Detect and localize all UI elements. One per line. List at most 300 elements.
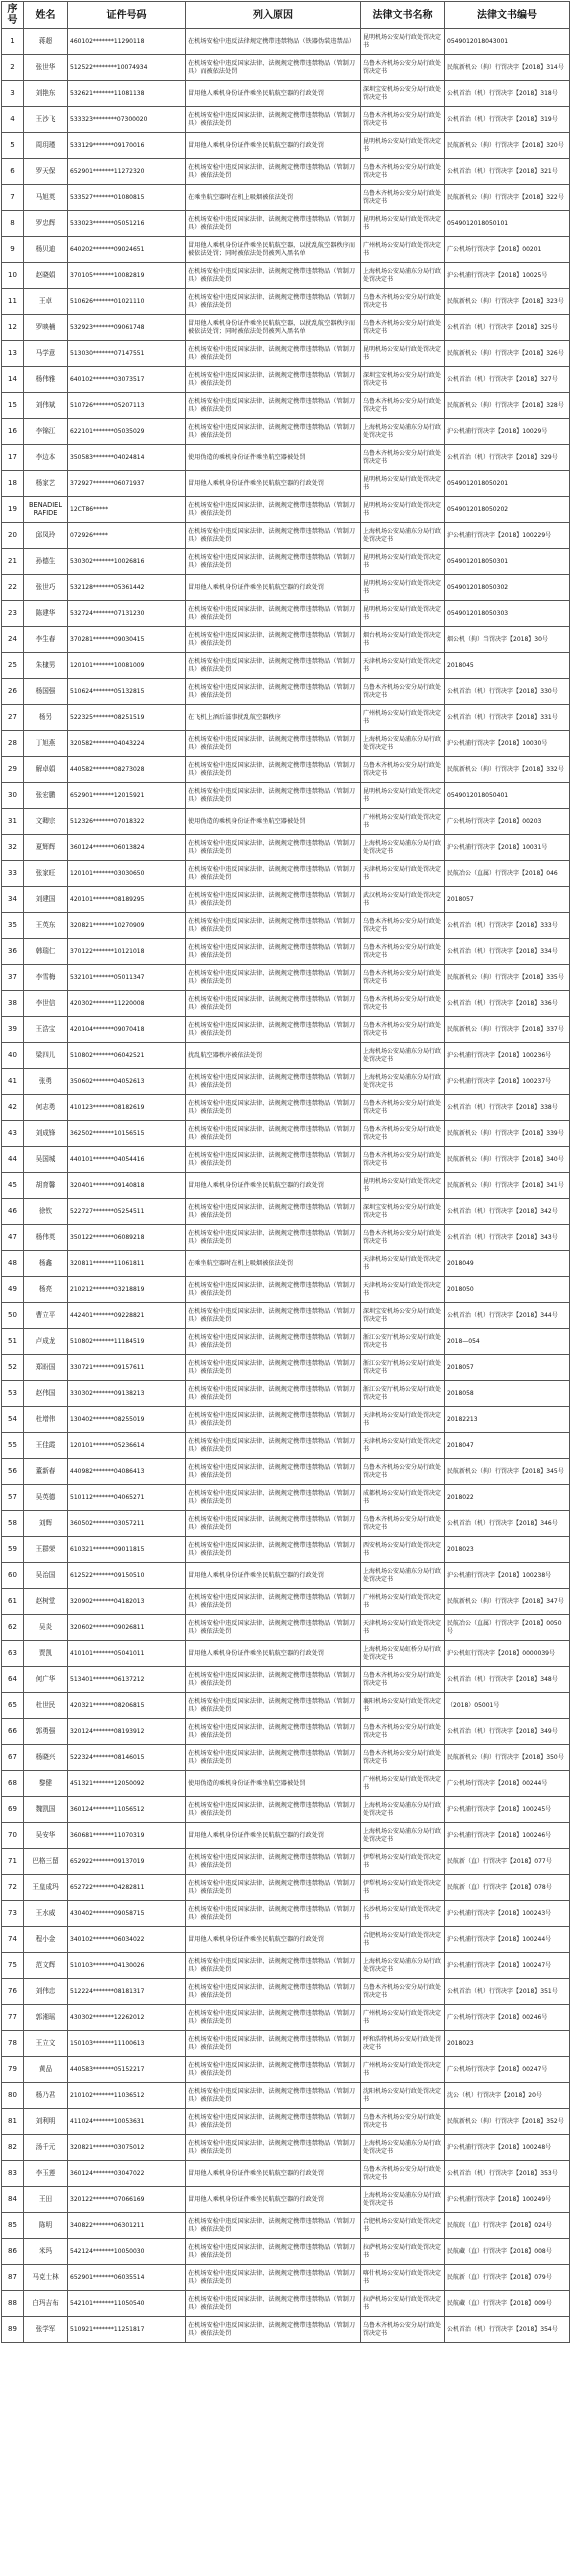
- cell-seq: 54: [2, 1407, 24, 1433]
- cell-document-name: 上海机场公安局浦东分局行政处罚决定书: [361, 419, 445, 445]
- table-row: [2, 1303, 570, 1329]
- cell-reason: 在机场安检中违反国家法律、法规规定携带违禁物品（管制刀具）被依法处罚: [186, 1199, 361, 1225]
- cell-id-number: 120101*******10081009: [68, 653, 186, 679]
- cell-document-number: 2018058: [445, 1381, 570, 1407]
- cell-document-name: 乌鲁木齐机场公安分局行政处罚决定书: [361, 1121, 445, 1147]
- cell-reason: 在机场安检中违反国家法律、法规规定携带违禁物品（管制刀具）被依法处罚: [186, 913, 361, 939]
- cell-document-name: 昆明机场公安局行政处罚决定书: [361, 497, 445, 523]
- cell-name: 刘伟忠: [24, 1979, 68, 2005]
- cell-id-number: 320122*******07066169: [68, 2187, 186, 2213]
- table-row: [2, 1511, 570, 1537]
- cell-id-number: 460102*******11290118: [68, 29, 186, 55]
- cell-seq: 25: [2, 653, 24, 679]
- cell-seq: 34: [2, 887, 24, 913]
- cell-document-number: 民航新机公（拘）行罚决字【2018】337号: [445, 1017, 570, 1043]
- cell-name: 杜世民: [24, 1693, 68, 1719]
- cell-name: 赵树堂: [24, 1589, 68, 1615]
- cell-seq: 22: [2, 575, 24, 601]
- cell-document-number: 公机首治（机）行罚决字【2018】325号: [445, 315, 570, 341]
- cell-seq: 71: [2, 1849, 24, 1875]
- cell-document-name: 乌鲁木齐机场公安分局行政处罚决定书: [361, 445, 445, 471]
- cell-id-number: 542124*******10050030: [68, 2239, 186, 2265]
- table-row: [2, 81, 570, 107]
- cell-name: 张勇: [24, 1069, 68, 1095]
- cell-name: 贾凯: [24, 1641, 68, 1667]
- table-row: [2, 1485, 570, 1511]
- table-row: [2, 211, 570, 237]
- cell-seq: 70: [2, 1823, 24, 1849]
- cell-name: 马学意: [24, 341, 68, 367]
- cell-document-name: 乌鲁木齐机场公安分局行政处罚决定书: [361, 315, 445, 341]
- table-row: [2, 2239, 570, 2265]
- cell-document-name: 昆明机场公安局行政处罚决定书: [361, 783, 445, 809]
- table-row: [2, 2317, 570, 2343]
- cell-id-number: 510921*******11251817: [68, 2317, 186, 2343]
- cell-id-number: 360681*******11070319: [68, 1823, 186, 1849]
- cell-id-number: 532621*******11081138: [68, 81, 186, 107]
- cell-reason: 在机场安检中违反国家法律、法规规定携带违禁物品（管制刀具）被依法处罚: [186, 1433, 361, 1459]
- cell-reason: 在机场安检中违反国家法律、法规规定携带违禁物品（管制刀具）被依法处罚: [186, 2291, 361, 2317]
- cell-document-number: 沪公机浦行罚决字【2018】10025号: [445, 263, 570, 289]
- cell-document-number: 广公机场行罚决字【2018】00247号: [445, 2057, 570, 2083]
- cell-name: BENADIEL RAFIDE: [24, 497, 68, 523]
- cell-seq: 19: [2, 497, 24, 523]
- cell-reason: 在机场安检中违反国家法律、法规规定携带违禁物品（管制刀具）被依法处罚: [186, 965, 361, 991]
- cell-name: 王水威: [24, 1901, 68, 1927]
- cell-document-name: 合肥机场公安局行政处罚决定书: [361, 1927, 445, 1953]
- cell-id-number: 532923*******09061748: [68, 315, 186, 341]
- cell-name: 张宏鹏: [24, 783, 68, 809]
- cell-seq: 42: [2, 1095, 24, 1121]
- cell-seq: 45: [2, 1173, 24, 1199]
- cell-seq: 41: [2, 1069, 24, 1095]
- cell-reason: 在机场安检中违反国家法律、法规规定携带违禁物品（管制刀具）被依法处罚: [186, 107, 361, 133]
- cell-reason: 在机场安检中违反法律规定携带违禁物品（铁器伪装违禁品）: [186, 29, 361, 55]
- cell-document-number: 公机首治（机）行罚决字【2018】336号: [445, 991, 570, 1017]
- cell-seq: 51: [2, 1329, 24, 1355]
- cell-id-number: 522324*******08146015: [68, 1745, 186, 1771]
- cell-reason: 在机场安检中违反国家法律、法规规定携带违禁物品（管制刀具）被依法处罚: [186, 1589, 361, 1615]
- cell-reason: 在机场安检中违反国家法律、法规规定携带违禁物品（管制刀具）被依法处罚: [186, 1537, 361, 1563]
- cell-document-name: 昆明机场公安局行政处罚决定书: [361, 341, 445, 367]
- cell-document-name: 西安机场公安局行政处罚决定书: [361, 1537, 445, 1563]
- table-row: [2, 2005, 570, 2031]
- cell-document-number: 沪公机浦行罚决字【2018】10031号: [445, 835, 570, 861]
- cell-name: 何志勇: [24, 1095, 68, 1121]
- cell-seq: 69: [2, 1797, 24, 1823]
- cell-seq: 2: [2, 55, 24, 81]
- table-row: [2, 1251, 570, 1277]
- cell-id-number: 510626*******01021110: [68, 289, 186, 315]
- cell-document-name: 乌鲁木齐机场公安分局行政处罚决定书: [361, 159, 445, 185]
- table-row: [2, 393, 570, 419]
- cell-document-number: 民航新机公（拘）行罚决字【2018】347号: [445, 1589, 570, 1615]
- cell-document-name: 上海机场公安局虹桥分局行政处罚决定书: [361, 1641, 445, 1667]
- cell-document-name: 深圳宝安机场公安分局行政处罚决定书: [361, 1303, 445, 1329]
- header-doc: 法律文书编号: [445, 2, 570, 29]
- cell-seq: 3: [2, 81, 24, 107]
- cell-document-name: 乌鲁木齐机场公安分局行政处罚决定书: [361, 965, 445, 991]
- cell-id-number: 440582*******08273028: [68, 757, 186, 783]
- cell-document-name: 上海机场公安局浦东分局行政处罚决定书: [361, 1563, 445, 1589]
- header-name: 姓名: [24, 2, 68, 29]
- cell-reason: 在机场安检中违反国家法律、法规规定携带违禁物品（管制刀具）被依法处罚: [186, 1745, 361, 1771]
- cell-id-number: 350602*******04052613: [68, 1069, 186, 1095]
- table-row: [2, 1693, 570, 1719]
- cell-document-number: 民航新机公（拘）行罚决字【2018】345号: [445, 1459, 570, 1485]
- cell-id-number: 350122*******06089218: [68, 1225, 186, 1251]
- cell-name: 王沙飞: [24, 107, 68, 133]
- cell-seq: 18: [2, 471, 24, 497]
- cell-seq: 23: [2, 601, 24, 627]
- cell-document-number: 民航新（直）行罚决字【2018】078号: [445, 1875, 570, 1901]
- cell-seq: 52: [2, 1355, 24, 1381]
- table-row: [2, 731, 570, 757]
- cell-document-name: 天津机场公安局行政处罚决定书: [361, 1615, 445, 1641]
- cell-seq: 48: [2, 1251, 24, 1277]
- table-row: [2, 2213, 570, 2239]
- table-row: [2, 29, 570, 55]
- cell-document-number: 0549012018050201: [445, 471, 570, 497]
- cell-document-name: 伊犁机场公安局行政处罚决定书: [361, 1849, 445, 1875]
- cell-name: 杨国强: [24, 679, 68, 705]
- cell-seq: 82: [2, 2135, 24, 2161]
- cell-document-name: 昆明机场公安局行政处罚决定书: [361, 1173, 445, 1199]
- cell-reason: 在机场安检中违反国家法律、法规规定携带违禁物品（管制刀具）被依法处罚: [186, 627, 361, 653]
- cell-reason: 在机场安检中违反国家法律、法规规定携带违禁物品（管制刀具）被依法处罚: [186, 2239, 361, 2265]
- cell-name: 刘成锋: [24, 1121, 68, 1147]
- cell-name: 卢成龙: [24, 1329, 68, 1355]
- cell-seq: 7: [2, 185, 24, 211]
- table-row: [2, 419, 570, 445]
- table-row: [2, 1017, 570, 1043]
- cell-seq: 36: [2, 939, 24, 965]
- cell-name: 陈明: [24, 2213, 68, 2239]
- cell-document-number: 沪公机浦行罚决字【2018】100249号: [445, 2187, 570, 2213]
- cell-reason: 冒用他人乘机身份证件乘坐民航航空器的行政处罚: [186, 575, 361, 601]
- table-row: [2, 341, 570, 367]
- cell-document-number: 沪公机浦行罚决字【2018】100247号: [445, 1953, 570, 1979]
- cell-document-name: 广州机场公安局行政处罚决定书: [361, 1771, 445, 1797]
- cell-document-name: 上海机场公安局浦东分局行政处罚决定书: [361, 2135, 445, 2161]
- cell-reason: 在机场安检中违反国家法律、法规规定携带违禁物品（管制刀具）被依法处罚: [186, 653, 361, 679]
- table-row: [2, 1901, 570, 1927]
- cell-document-number: 沪公机浦行罚决字【2018】100237号: [445, 1069, 570, 1095]
- cell-document-name: 伊犁机场公安局行政处罚决定书: [361, 1875, 445, 1901]
- cell-name: 李世信: [24, 991, 68, 1017]
- cell-reason: 在机场安检中违反国家法律、法规规定携带违禁物品（管制刀具）被依法处罚: [186, 1615, 361, 1641]
- cell-name: 王田: [24, 2187, 68, 2213]
- table-row: [2, 289, 570, 315]
- cell-document-number: 民航新机公（拘）行罚决字【2018】339号: [445, 1121, 570, 1147]
- cell-document-number: 烟公机（拘）当罚决字【2018】30号: [445, 627, 570, 653]
- cell-name: 范文辉: [24, 1953, 68, 1979]
- cell-document-name: 乌鲁木齐机场公安分局行政处罚决定书: [361, 2317, 445, 2343]
- table-row: [2, 1225, 570, 1251]
- cell-id-number: 533323********07300020: [68, 107, 186, 133]
- cell-id-number: 411024*******10053631: [68, 2109, 186, 2135]
- cell-seq: 43: [2, 1121, 24, 1147]
- cell-seq: 15: [2, 393, 24, 419]
- cell-document-number: 0549012018050202: [445, 497, 570, 523]
- cell-id-number: 360124*******03047022: [68, 2161, 186, 2187]
- cell-document-number: 民航冶公（直属）行罚决字【2018】046: [445, 861, 570, 887]
- cell-name: 陈建华: [24, 601, 68, 627]
- cell-document-number: 2018023: [445, 2031, 570, 2057]
- cell-document-name: 成都机场公安局行政处罚决定书: [361, 1485, 445, 1511]
- cell-reason: 在机场安检中违反国家法律、法规规定携带违禁物品（管制刀具）被依法处罚: [186, 1069, 361, 1095]
- cell-document-name: 乌鲁木齐机场公安分局行政处罚决定书: [361, 757, 445, 783]
- cell-document-name: 上海机场公安局浦东分局行政处罚决定书: [361, 1043, 445, 1069]
- table-row: [2, 2083, 570, 2109]
- cell-document-number: 公机首治（机）行罚决字【2018】333号: [445, 913, 570, 939]
- table-row: [2, 1953, 570, 1979]
- cell-reason: 冒用他人乘机身份证件乘坐民航航空器的行政处罚: [186, 81, 361, 107]
- cell-seq: 78: [2, 2031, 24, 2057]
- cell-seq: 27: [2, 705, 24, 731]
- cell-id-number: 542101*******11050540: [68, 2291, 186, 2317]
- cell-name: 吴英德: [24, 1485, 68, 1511]
- cell-id-number: 320821*******03075012: [68, 2135, 186, 2161]
- cell-id-number: 440101*******04054416: [68, 1147, 186, 1173]
- cell-id-number: 340102*******06034022: [68, 1927, 186, 1953]
- cell-document-name: 广州机场公安局行政处罚决定书: [361, 2005, 445, 2031]
- cell-seq: 55: [2, 1433, 24, 1459]
- cell-seq: 62: [2, 1615, 24, 1641]
- cell-reason: 在机场安检中违反国家法律、法规规定携带违禁物品（管制刀具）被依法处罚: [186, 2265, 361, 2291]
- cell-id-number: 522325*******08251519: [68, 705, 186, 731]
- cell-document-number: 2018049: [445, 1251, 570, 1277]
- cell-document-name: 上海机场公安局浦东分局行政处罚决定书: [361, 1823, 445, 1849]
- cell-name: 魏凯国: [24, 1797, 68, 1823]
- cell-document-number: 沪公机浦行罚决字【2018】100238号: [445, 1563, 570, 1589]
- cell-seq: 80: [2, 2083, 24, 2109]
- cell-name: 王浩宝: [24, 1017, 68, 1043]
- cell-id-number: 510112*******04065271: [68, 1485, 186, 1511]
- cell-document-name: 合肥机场公安局行政处罚决定书: [361, 2213, 445, 2239]
- cell-reason: 在机场安检中违反国家法律、法规规定携带违禁物品（管制刀具）被依法处罚: [186, 783, 361, 809]
- table-row: [2, 1745, 570, 1771]
- cell-seq: 83: [2, 2161, 24, 2187]
- cell-reason: 在机场安检中违反国家法律、法规规定携带违禁物品（管制刀具）被依法处罚: [186, 835, 361, 861]
- cell-document-name: 天津机场公安局行政处罚决定书: [361, 1277, 445, 1303]
- table-row: [2, 133, 570, 159]
- cell-seq: 49: [2, 1277, 24, 1303]
- cell-reason: 冒用他人乘机身份证件乘坐民航航空器的行政处罚: [186, 1927, 361, 1953]
- cell-document-name: 乌鲁木齐机场公安分局行政处罚决定书: [361, 289, 445, 315]
- cell-id-number: 072926*****: [68, 523, 186, 549]
- cell-id-number: 430302*******12262012: [68, 2005, 186, 2031]
- cell-reason: 在机场安检中违反国家法律、法规规定携带违禁物品（管制刀具）被依法处罚: [186, 2109, 361, 2135]
- cell-id-number: 652922*******09137019: [68, 1849, 186, 1875]
- table-row: [2, 1355, 570, 1381]
- cell-document-name: 昆明机场公安局行政处罚决定书: [361, 29, 445, 55]
- cell-id-number: 532101*******05011347: [68, 965, 186, 991]
- cell-seq: 81: [2, 2109, 24, 2135]
- cell-seq: 76: [2, 1979, 24, 2005]
- cell-id-number: 320124*******08193912: [68, 1719, 186, 1745]
- cell-name: 李锦江: [24, 419, 68, 445]
- cell-name: 夏辉辉: [24, 835, 68, 861]
- cell-document-number: 公机首治（机）行罚决字【2018】354号: [445, 2317, 570, 2343]
- cell-document-number: 民航新机公（拘）行罚决字【2018】328号: [445, 393, 570, 419]
- cell-document-name: 浙江公安厅机场公安局行政处罚决定书: [361, 1355, 445, 1381]
- cell-id-number: 410123*******08182619: [68, 1095, 186, 1121]
- cell-seq: 11: [2, 289, 24, 315]
- cell-document-name: 乌鲁木齐机场公安分局行政处罚决定书: [361, 1017, 445, 1043]
- cell-seq: 35: [2, 913, 24, 939]
- cell-seq: 40: [2, 1043, 24, 1069]
- cell-id-number: 360124*******11056512: [68, 1797, 186, 1823]
- cell-document-name: 昆明机场公安局行政处罚决定书: [361, 549, 445, 575]
- table-row: [2, 601, 570, 627]
- table-row: [2, 159, 570, 185]
- cell-seq: 10: [2, 263, 24, 289]
- cell-document-name: 深圳宝安机场公安分局行政处罚决定书: [361, 1199, 445, 1225]
- cell-name: 罗忠辉: [24, 211, 68, 237]
- table-row: [2, 523, 570, 549]
- cell-reason: 在机场安检中违反国家法律、法规规定携带违禁物品（管制刀具）被依法处罚: [186, 341, 361, 367]
- cell-name: 黎健: [24, 1771, 68, 1797]
- cell-id-number: 513401*******06137212: [68, 1667, 186, 1693]
- cell-name: 王立文: [24, 2031, 68, 2057]
- cell-document-name: 乌鲁木齐机场公安分局行政处罚决定书: [361, 991, 445, 1017]
- table-row: [2, 757, 570, 783]
- cell-reason: 在机场安检中违反国家法律、法规规定携带违禁物品（管制刀具）而被依法处罚: [186, 55, 361, 81]
- cell-seq: 17: [2, 445, 24, 471]
- table-row: [2, 2031, 570, 2057]
- header-seq: 序号: [2, 2, 24, 29]
- cell-seq: 84: [2, 2187, 24, 2213]
- cell-id-number: 533023*******05051216: [68, 211, 186, 237]
- cell-document-name: 上海机场公安局浦东分局行政处罚决定书: [361, 523, 445, 549]
- cell-document-name: 昆明机场公安局行政处罚决定书: [361, 575, 445, 601]
- cell-document-number: 民航新机公（拘）行罚决字【2018】323号: [445, 289, 570, 315]
- cell-reason: 冒用他人乘机身份证件乘坐民航航空器的行政处罚: [186, 1823, 361, 1849]
- cell-seq: 21: [2, 549, 24, 575]
- cell-reason: 在机场安检中违反国家法律、法规规定携带违禁物品（管制刀具）被依法处罚: [186, 1407, 361, 1433]
- table-row: [2, 809, 570, 835]
- cell-reason: 在机场安检中违反国家法律、法规规定携带违禁物品（管制刀具）被依法处罚: [186, 1875, 361, 1901]
- cell-seq: 64: [2, 1667, 24, 1693]
- cell-reason: 使用伪造的乘机身份证件乘坐航空器被处罚: [186, 445, 361, 471]
- table-row: [2, 1875, 570, 1901]
- cell-document-number: 沪公机虹行罚决字【2018】0000039号: [445, 1641, 570, 1667]
- cell-document-number: 民航新机公（拘）行罚决字【2018】335号: [445, 965, 570, 991]
- cell-seq: 9: [2, 237, 24, 263]
- cell-seq: 58: [2, 1511, 24, 1537]
- cell-name: 王佳霞: [24, 1433, 68, 1459]
- table-row: [2, 1329, 570, 1355]
- cell-document-number: 民航皖（直）行罚决字【2018】024号: [445, 2213, 570, 2239]
- cell-name: 罗映楠: [24, 315, 68, 341]
- cell-document-name: 深圳宝安机场公安分局行政处罚决定书: [361, 367, 445, 393]
- table-row: [2, 497, 570, 523]
- cell-name: 邱凤玲: [24, 523, 68, 549]
- cell-reason: 在机场安检中违反国家法律、法规规定携带违禁物品（管制刀具）被依法处罚: [186, 1953, 361, 1979]
- cell-seq: 4: [2, 107, 24, 133]
- cell-seq: 88: [2, 2291, 24, 2317]
- cell-seq: 32: [2, 835, 24, 861]
- table-row: [2, 107, 570, 133]
- table-row: [2, 1043, 570, 1069]
- table-row: [2, 1589, 570, 1615]
- cell-document-number: 公机首治（机）行罚决字【2018】346号: [445, 1511, 570, 1537]
- cell-name: 白玛吉布: [24, 2291, 68, 2317]
- cell-seq: 56: [2, 1459, 24, 1485]
- cell-document-name: 广州机场公安局行政处罚决定书: [361, 2057, 445, 2083]
- cell-reason: 在机场安检中违反国家法律、法规规定携带违禁物品（管制刀具）被依法处罚: [186, 1303, 361, 1329]
- table-row: [2, 1849, 570, 1875]
- cell-document-name: 乌鲁木齐机场公安分局行政处罚决定书: [361, 1225, 445, 1251]
- cell-document-name: 乌鲁木齐机场公安分局行政处罚决定书: [361, 393, 445, 419]
- cell-document-name: 上海机场公安局浦东分局行政处罚决定书: [361, 1953, 445, 1979]
- cell-reason: 在机场安检中违反国家法律、法规规定携带违禁物品（管制刀具）被依法处罚: [186, 1901, 361, 1927]
- cell-seq: 26: [2, 679, 24, 705]
- cell-name: 朱棣男: [24, 653, 68, 679]
- cell-seq: 31: [2, 809, 24, 835]
- cell-document-number: 2018057: [445, 887, 570, 913]
- cell-name: 汤千元: [24, 2135, 68, 2161]
- cell-document-number: 广公机场行罚决字【2018】00246号: [445, 2005, 570, 2031]
- cell-document-number: 公机首治（机）行罚决字【2018】327号: [445, 367, 570, 393]
- cell-document-number: 民航新（直）行罚决字【2018】077号: [445, 1849, 570, 1875]
- table-row: [2, 549, 570, 575]
- cell-document-name: 上海机场公安局浦东分局行政处罚决定书: [361, 731, 445, 757]
- cell-id-number: 330302*******09138213: [68, 1381, 186, 1407]
- cell-document-number: 民航新机公（拘）行罚决字【2018】320号: [445, 133, 570, 159]
- cell-document-number: 公机首治（机）行罚决字【2018】334号: [445, 939, 570, 965]
- cell-document-name: 乌鲁木齐机场公安分局行政处罚决定书: [361, 2161, 445, 2187]
- cell-document-number: 公机首治（机）行罚决字【2018】329号: [445, 445, 570, 471]
- cell-document-name: 昆明机场公安局行政处罚决定书: [361, 211, 445, 237]
- cell-id-number: 120101*******03030650: [68, 861, 186, 887]
- cell-seq: 37: [2, 965, 24, 991]
- cell-document-number: 沪公机浦行罚决字【2018】100245号: [445, 1797, 570, 1823]
- cell-document-number: 公机首治（机）行罚决字【2018】330号: [445, 679, 570, 705]
- cell-document-name: 乌鲁木齐机场公安分局行政处罚决定书: [361, 1979, 445, 2005]
- cell-name: 巴格三留: [24, 1849, 68, 1875]
- cell-id-number: 320811*******11061811: [68, 1251, 186, 1277]
- cell-id-number: 320821*******10270909: [68, 913, 186, 939]
- cell-seq: 14: [2, 367, 24, 393]
- cell-document-name: 长沙机场公安局行政处罚决定书: [361, 1901, 445, 1927]
- table-row: [2, 2109, 570, 2135]
- cell-document-number: 公机首治（机）行罚决字【2018】331号: [445, 705, 570, 731]
- table-row: [2, 2161, 570, 2187]
- cell-reason: 在机场安检中违反国家法律、法规规定携带违禁物品（管制刀具）被依法处罚: [186, 1667, 361, 1693]
- cell-document-name: 天津机场公安局行政处罚决定书: [361, 653, 445, 679]
- cell-reason: 在机场安检中违反国家法律、法规规定携带违禁物品（管制刀具）被依法处罚: [186, 497, 361, 523]
- cell-reason: 在机场安检中违反国家法律、法规规定携带违禁物品（管制刀具）被依法处罚: [186, 1225, 361, 1251]
- table-row: [2, 705, 570, 731]
- cell-name: 郭勇强: [24, 1719, 68, 1745]
- cell-name: 杨乃君: [24, 2083, 68, 2109]
- cell-document-number: 公机首治（机）行罚决字【2018】321号: [445, 159, 570, 185]
- cell-reason: 在机场安检中违反国家法律、法规规定携带违禁物品（管制刀具）被依法处罚: [186, 1017, 361, 1043]
- cell-document-name: 广州机场公安局行政处罚决定书: [361, 237, 445, 263]
- cell-document-number: 0549012018050302: [445, 575, 570, 601]
- cell-name: 李生春: [24, 627, 68, 653]
- cell-id-number: 640202*******09024651: [68, 237, 186, 263]
- table-row: [2, 913, 570, 939]
- cell-name: 王群荣: [24, 1537, 68, 1563]
- table-row: [2, 887, 570, 913]
- cell-name: 张世华: [24, 55, 68, 81]
- header-reason: 列入原因: [186, 2, 361, 29]
- cell-name: 何广华: [24, 1667, 68, 1693]
- cell-name: 吴国城: [24, 1147, 68, 1173]
